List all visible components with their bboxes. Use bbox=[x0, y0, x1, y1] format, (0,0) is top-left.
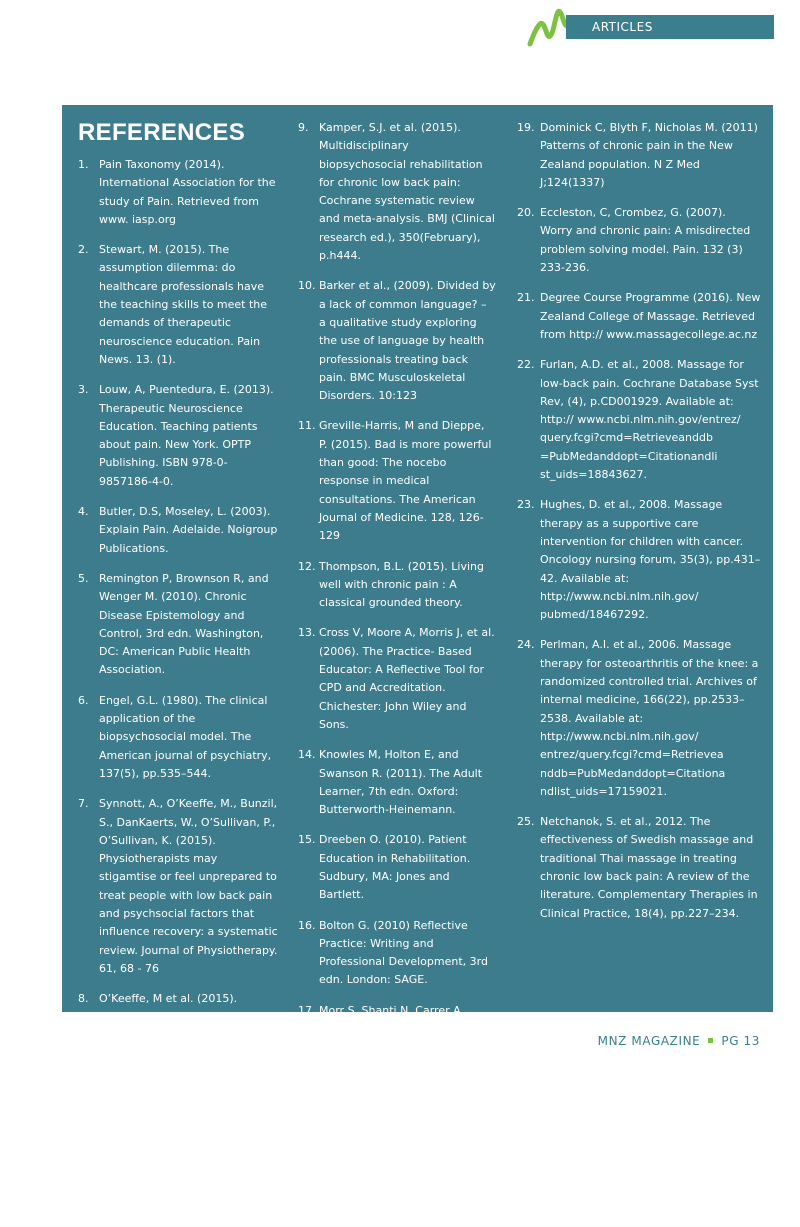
reference-item bbox=[517, 813, 761, 923]
reference-number: 4. bbox=[78, 505, 89, 519]
reference-item bbox=[78, 381, 278, 491]
reference-number: 19. bbox=[517, 121, 535, 134]
reference-item bbox=[78, 156, 278, 229]
reference-number: 5. bbox=[78, 571, 89, 585]
reference-item bbox=[298, 917, 496, 990]
reference-text: Eccleston, C, Crombez, G. (2007). Worry and chronic pain: A misdirected problem solving model. Pain. 132 (3) 233-236. bbox=[540, 206, 751, 275]
reference-item bbox=[78, 503, 278, 558]
reference-number: 6. bbox=[78, 693, 89, 707]
reference-text: Butler, D.S, Moseley, L. (2003). Explain Pain. Adelaide. Noigroup Publications. bbox=[99, 505, 278, 555]
reference-number: 20. bbox=[517, 206, 535, 220]
reference-number: 7. bbox=[78, 797, 89, 811]
reference-item bbox=[298, 119, 496, 265]
reference-item bbox=[517, 119, 761, 192]
magazine-name: MNZ MAGAZINE bbox=[597, 1034, 701, 1048]
reference-text: Louw, A, Puentedura, E. (2013). Therapeutic Neuroscience Education. Teaching patients about pain. New York. OPTP Publishing. ISBN 978-0-9857186-4-0. bbox=[99, 383, 274, 488]
reference-item bbox=[298, 277, 496, 405]
reference-number: 11. bbox=[298, 419, 316, 433]
reference-text: Cross V, Moore A, Morris J, et al. (2006). The Practice- Based Educator: A Reflective Tool for CPD and Accreditation. Chichester: John Wiley and Sons. bbox=[319, 626, 495, 731]
reference-item bbox=[298, 624, 496, 734]
separator-dot-icon bbox=[708, 1038, 713, 1043]
reference-item bbox=[517, 356, 761, 484]
reference-number: 17. bbox=[298, 1003, 316, 1017]
references-heading: REFERENCES bbox=[78, 119, 246, 146]
reference-number: 24. bbox=[517, 638, 535, 652]
reference-number: 22. bbox=[517, 358, 535, 372]
reference-text: Synnott, A., O’Keeffe, M., Bunzil, S., DanKaerts, W., O’Sullivan, P., O’Sullivan, K. (2015). Physiotherapists may stigamtise or feel unprepared to treat people with low back pain and psychsocial factors that influence recovery: a systematic review. Journal of Physiotherapy. 61, 68 - 76 bbox=[99, 797, 278, 975]
reference-list bbox=[298, 119, 496, 1215]
reference-text: Thompson, B.L. (2015). Living well with chronic pain : A classical grounded theory. bbox=[319, 559, 484, 610]
reference-number: 23. bbox=[517, 498, 535, 512]
reference-list bbox=[78, 156, 278, 1173]
reference-item bbox=[78, 692, 278, 783]
reference-text: Hughes, D. et al., 2008. Massage therapy as a supportive care intervention for children with cancer. Oncology nursing forum, 35(3), pp.431–42. Available at: http://www.ncbi.nlm.nih.gov/ pubmed/18467292. bbox=[540, 498, 761, 622]
reference-list bbox=[517, 119, 761, 923]
reference-text: Dominick C, Blyth F, Nicholas M. (2011) Patterns of chronic pain in the New Zealand population. N Z Med J;124(1337) bbox=[540, 121, 758, 189]
reference-item bbox=[517, 496, 761, 624]
reference-text: Perlman, A.I. et al., 2006. Massage therapy for osteoarthritis of the knee: a randomized controlled trial. Archives of internal medicine, 166(22), pp.2533–2538. Available at: http://www.ncbi.nlm.nih.gov/ entrez/query.fcgi?cmd=Retrievea nddb=PubMedanddopt=Citationa ndlist_uids=17159021. bbox=[540, 638, 759, 798]
reference-text: Remington P, Brownson R, and Wenger M. (2010). Chronic Disease Epistemology and Control, 3rd edn. Washington, DC: American Public Health Association. bbox=[99, 571, 269, 677]
reference-number: 15. bbox=[298, 833, 316, 847]
reference-text: Morr S, Shanti N, Carrer A, Kubeck J, Gerling MC. (2010) Quality of information concerning cervical disc herniation on the internet. Spine J 10:350-4. bbox=[319, 1003, 477, 1109]
reference-item bbox=[78, 241, 278, 369]
page-footer bbox=[598, 1034, 760, 1048]
reference-text: Knowles M, Holton E, and Swanson R. (2011). The Adult Learner, 7th edn. Oxford: Butterworth-Heinemann. bbox=[319, 748, 483, 817]
section-label: ARTICLES bbox=[566, 15, 774, 39]
reference-text: Furlan, A.D. et al., 2008. Massage for low-back pain. Cochrane Database Syst Rev, (4), p.CD001929. Available at: http:// www.ncbi.nlm.nih.gov/entrez/ query.fcgi?cmd=Retrieveanddb =PubMedanddopt=Citationandli st_uids=18843627. bbox=[540, 358, 759, 482]
reference-item bbox=[298, 1124, 496, 1215]
reference-number: 10. bbox=[298, 279, 316, 293]
reference-text: Kamper, S.J. et al. (2015). Multidisciplinary biopsychosocial rehabilitation for chronic low back pain: Cochrane systematic review and meta-analysis. BMJ (Clinical research ed.), 350(February), p.h444. bbox=[319, 121, 495, 263]
page-number: PG 13 bbox=[721, 1034, 760, 1048]
reference-text: Stewart, M. (2015). The assumption dilemma: do healthcare professionals have the teaching skills to meet the demands of therapeutic neuroscience education. Pain News. 13. (1). bbox=[99, 243, 268, 366]
reference-item bbox=[78, 990, 278, 1173]
reference-text: O’Keeffe, M et al. (2015). Comparative effectiveness of active interventions for non-specific chronic spinal pain: Physical, behavioural or combined? A systematic review and meta-analysis. Physiotherapy (United Kingdom), 101, pp.eS1131–eS1132. bbox=[99, 992, 274, 1170]
reference-item bbox=[78, 570, 278, 680]
reference-number: 25. bbox=[517, 815, 535, 829]
reference-text: Greene DL, Appel AJ, Reinert SE, Palumbo MA. (2005). Lumbar disc herniation: evaluation of information on the internet. Spine. 30:826-9. bbox=[319, 1125, 482, 1212]
reference-number: 21. bbox=[517, 291, 535, 305]
reference-item bbox=[298, 417, 496, 545]
reference-text: Pain Taxonomy (2014). International Association for the study of Pain. Retrieved from www. iasp.org bbox=[99, 158, 276, 226]
reference-item bbox=[517, 636, 761, 801]
reference-text: Dreeben O. (2010). Patient Education in Rehabilitation. Sudbury, MA: Jones and Bartlett. bbox=[319, 833, 471, 902]
reference-item bbox=[298, 1002, 496, 1112]
reference-number: 16. bbox=[298, 918, 316, 932]
reference-number: 8. bbox=[78, 992, 89, 1006]
reference-text: Bolton G. (2010) Reflective Practice: Writing and Professional Development, 3rd edn. London: SAGE. bbox=[319, 918, 488, 987]
reference-number: 13. bbox=[298, 626, 316, 640]
reference-item bbox=[517, 204, 761, 277]
reference-item bbox=[78, 795, 278, 978]
references-column-3 bbox=[517, 119, 761, 935]
reference-text: Engel, G.L. (1980). The clinical application of the biopsychosocial model. The American journal of psychiatry, 137(5), pp.535–544. bbox=[99, 693, 272, 780]
reference-text: Greville-Harris, M and Dieppe, P. (2015). Bad is more powerful than good: The nocebo response in medical consultations. The American Journal of Medicine. 128, 126-129 bbox=[319, 419, 492, 543]
reference-item bbox=[298, 746, 496, 819]
reference-number: 1. bbox=[78, 158, 89, 171]
reference-text: Barker et al., (2009). Divided by a lack of common language? – a qualitative study exploring the use of language by health professionals treating back pain. BMC Musculoskeletal Disorders. 10:123 bbox=[319, 279, 496, 403]
references-column-1 bbox=[78, 119, 278, 1185]
reference-number: 18. bbox=[298, 1125, 316, 1139]
reference-number: 9. bbox=[298, 121, 309, 134]
references-column-2 bbox=[298, 119, 496, 1227]
reference-item bbox=[298, 831, 496, 904]
reference-number: 14. bbox=[298, 748, 316, 762]
reference-text: Degree Course Programme (2016). New Zealand College of Massage. Retrieved from http:// www.massagecollege.ac.nz bbox=[540, 291, 761, 341]
reference-number: 12. bbox=[298, 559, 316, 573]
reference-text: Netchanok, S. et al., 2012. The effectiveness of Swedish massage and traditional Thai massage in treating chronic low back pain: A review of the literature. Complementary Therapies in Clinical Practice, 18(4), pp.227–234. bbox=[540, 815, 758, 920]
reference-item bbox=[298, 558, 496, 613]
reference-number: 2. bbox=[78, 243, 89, 257]
reference-number: 3. bbox=[78, 383, 89, 397]
reference-item bbox=[517, 289, 761, 344]
